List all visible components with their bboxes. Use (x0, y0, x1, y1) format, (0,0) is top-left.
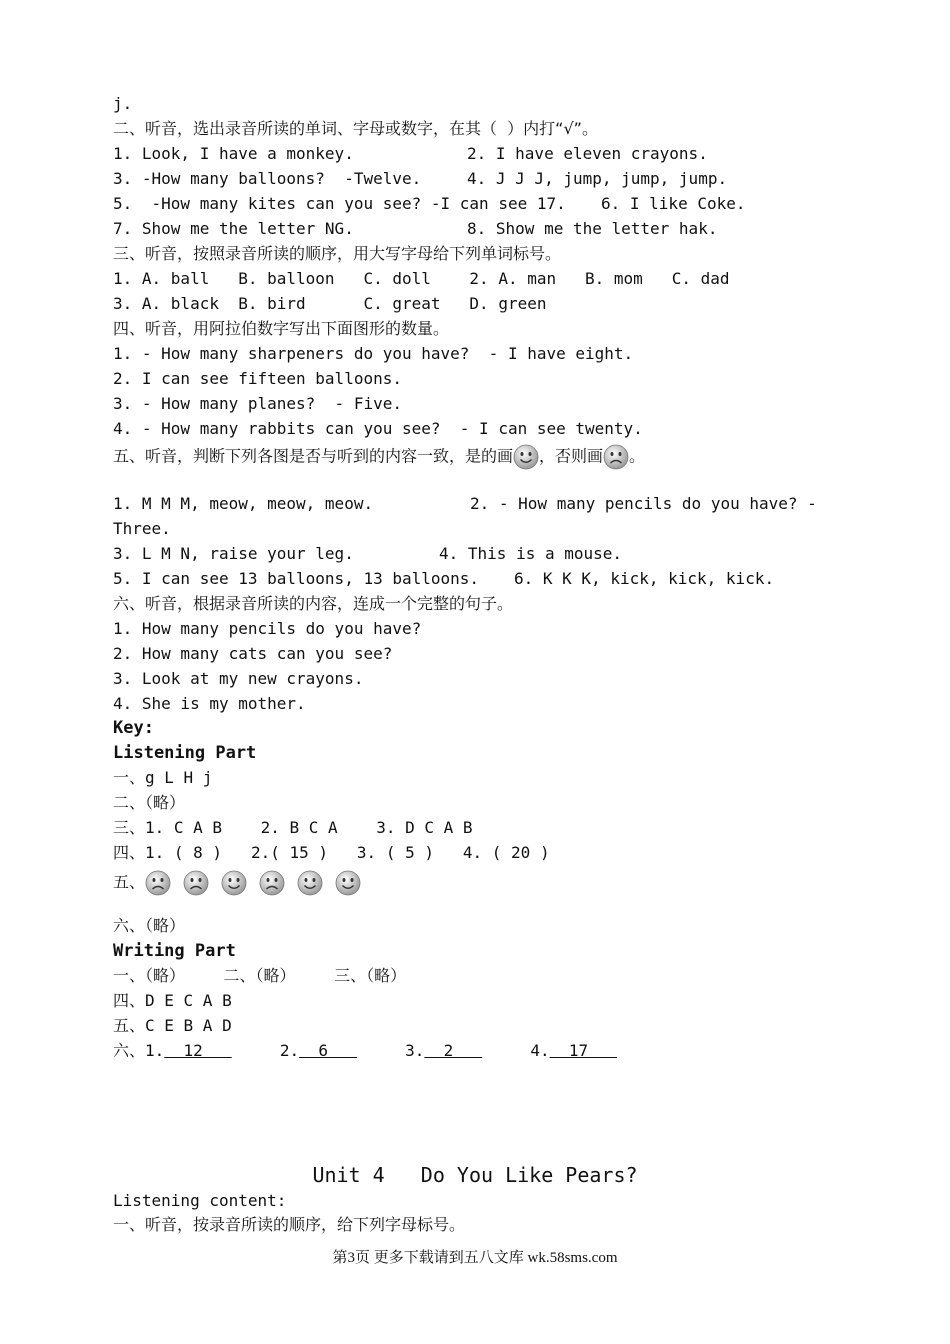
answer-line: 一、（略） 二、（略） 三、（略） (113, 966, 407, 985)
smiley-face-icon (221, 870, 247, 896)
key-heading: Key: (113, 718, 154, 738)
answer-blank: 6 (299, 1041, 357, 1060)
section-heading-4: 四、听音，用阿拉伯数字写出下面图形的数量。 (113, 319, 450, 338)
text-line: 2. How many cats can you see? (113, 644, 393, 663)
writing-part-heading: Writing Part (113, 941, 236, 961)
answer-line-faces (113, 870, 373, 896)
section-heading-6: 六、听音，根据录音所读的内容，连成一个完整的句子。 (113, 594, 514, 613)
sad-face-icon (603, 444, 629, 470)
text-line: 2. I can see fifteen balloons. (113, 369, 402, 388)
answer-blank: 2 (424, 1041, 483, 1060)
text-line: 6. I like Coke. (601, 194, 746, 213)
text-line: 4. This is a mouse. (439, 544, 623, 563)
section-heading-3: 三、听音，按照录音所读的顺序，用大写字母给下列单词标号。 (113, 244, 562, 263)
listening-content-label: Listening content: (113, 1191, 287, 1210)
page-footer: 第3页 更多下载请到五八文库 wk.58sms.com (332, 1250, 618, 1266)
text-line: 5. -How many kites can you see? -I can see 17. (113, 194, 566, 213)
text-line: Three. (113, 519, 171, 538)
smiley-face-icon (297, 870, 323, 896)
answer-line: 四、1. ( 8 ) 2.( 15 ) 3. ( 5 ) 4. ( 20 ) (113, 843, 550, 862)
answer-line: 六、（略） (113, 916, 186, 935)
text-line: 7. Show me the letter NG. (113, 219, 354, 238)
heading-text: 。 (629, 446, 646, 466)
listening-part-heading: Listening Part (113, 743, 257, 763)
text-line: 2. - How many pencils do you have? - (470, 494, 817, 513)
text-line: 4. - How many rabbits can you see? - I can see twenty. (113, 419, 643, 438)
text-line: 3. - How many planes? - Five. (113, 394, 402, 413)
text-line: 3. -How many balloons? -Twelve. (113, 169, 422, 188)
answer-line: 三、1. C A B 2. B C A 3. D C A B (113, 818, 473, 837)
smiley-face-icon (335, 870, 361, 896)
answer-faces (145, 873, 373, 892)
text-line: 一、听音，按录音所读的顺序，给下列字母标号。 (113, 1215, 466, 1234)
sad-face-icon (183, 870, 209, 896)
section-heading-5 (113, 444, 645, 470)
text-line: 8. Show me the letter hak. (467, 219, 718, 238)
answer-line: 一、g L H j (113, 768, 213, 787)
text-line: 1. - How many sharpeners do you have? - I have eight. (113, 344, 634, 363)
heading-text: 五、听音，判断下列各图是否与听到的内容一致，是的画 (113, 446, 514, 466)
answer-line: 二、（略） (113, 793, 186, 812)
answer-line: 四、D E C A B (113, 991, 232, 1010)
answer-number: 4. (530, 1041, 550, 1060)
answer-line: 五、C E B A D (113, 1016, 232, 1035)
unit-title: Unit 4 Do You Like Pears? (312, 1163, 638, 1187)
text-line: 4. J J J, jump, jump, jump. (467, 169, 728, 188)
text-line: 4. She is my mother. (113, 694, 306, 713)
answer-number: 3. (405, 1041, 425, 1060)
text-line: 2. I have eleven crayons. (467, 144, 708, 163)
text-line: 1. How many pencils do you have? (113, 619, 422, 638)
answer-blank: 12 (164, 1041, 232, 1060)
text-line: 1. M M M, meow, meow, meow. (113, 494, 374, 513)
text-line: 5. I can see 13 balloons, 13 balloons. (113, 569, 480, 588)
smiley-face-icon (513, 444, 539, 470)
text-line: 3. A. black B. bird C. great D. green (113, 294, 547, 313)
answer-blank: 17 (549, 1041, 618, 1060)
heading-text: ，否则画 (539, 446, 604, 466)
sad-face-icon (145, 870, 171, 896)
text-line: 6. K K K, kick, kick, kick. (514, 569, 775, 588)
text-line: 3. L M N, raise your leg. (113, 544, 354, 563)
text-line: 3. Look at my new crayons. (113, 669, 364, 688)
text-line: 1. Look, I have a monkey. (113, 144, 354, 163)
answer-label: 五、 (113, 872, 146, 892)
text-line: j. (113, 94, 133, 113)
answer-number: 2. (279, 1041, 300, 1060)
answer-line (113, 1040, 617, 1062)
sad-face-icon (259, 870, 285, 896)
section-heading-2: 二、听音，选出录音所读的单词、字母或数字，在其（ ）内打“√”。 (113, 119, 598, 138)
text-line: 1. A. ball B. balloon C. doll 2. A. man B. mom C. dad (113, 269, 730, 288)
answer-number: 六、1. (113, 1041, 165, 1060)
